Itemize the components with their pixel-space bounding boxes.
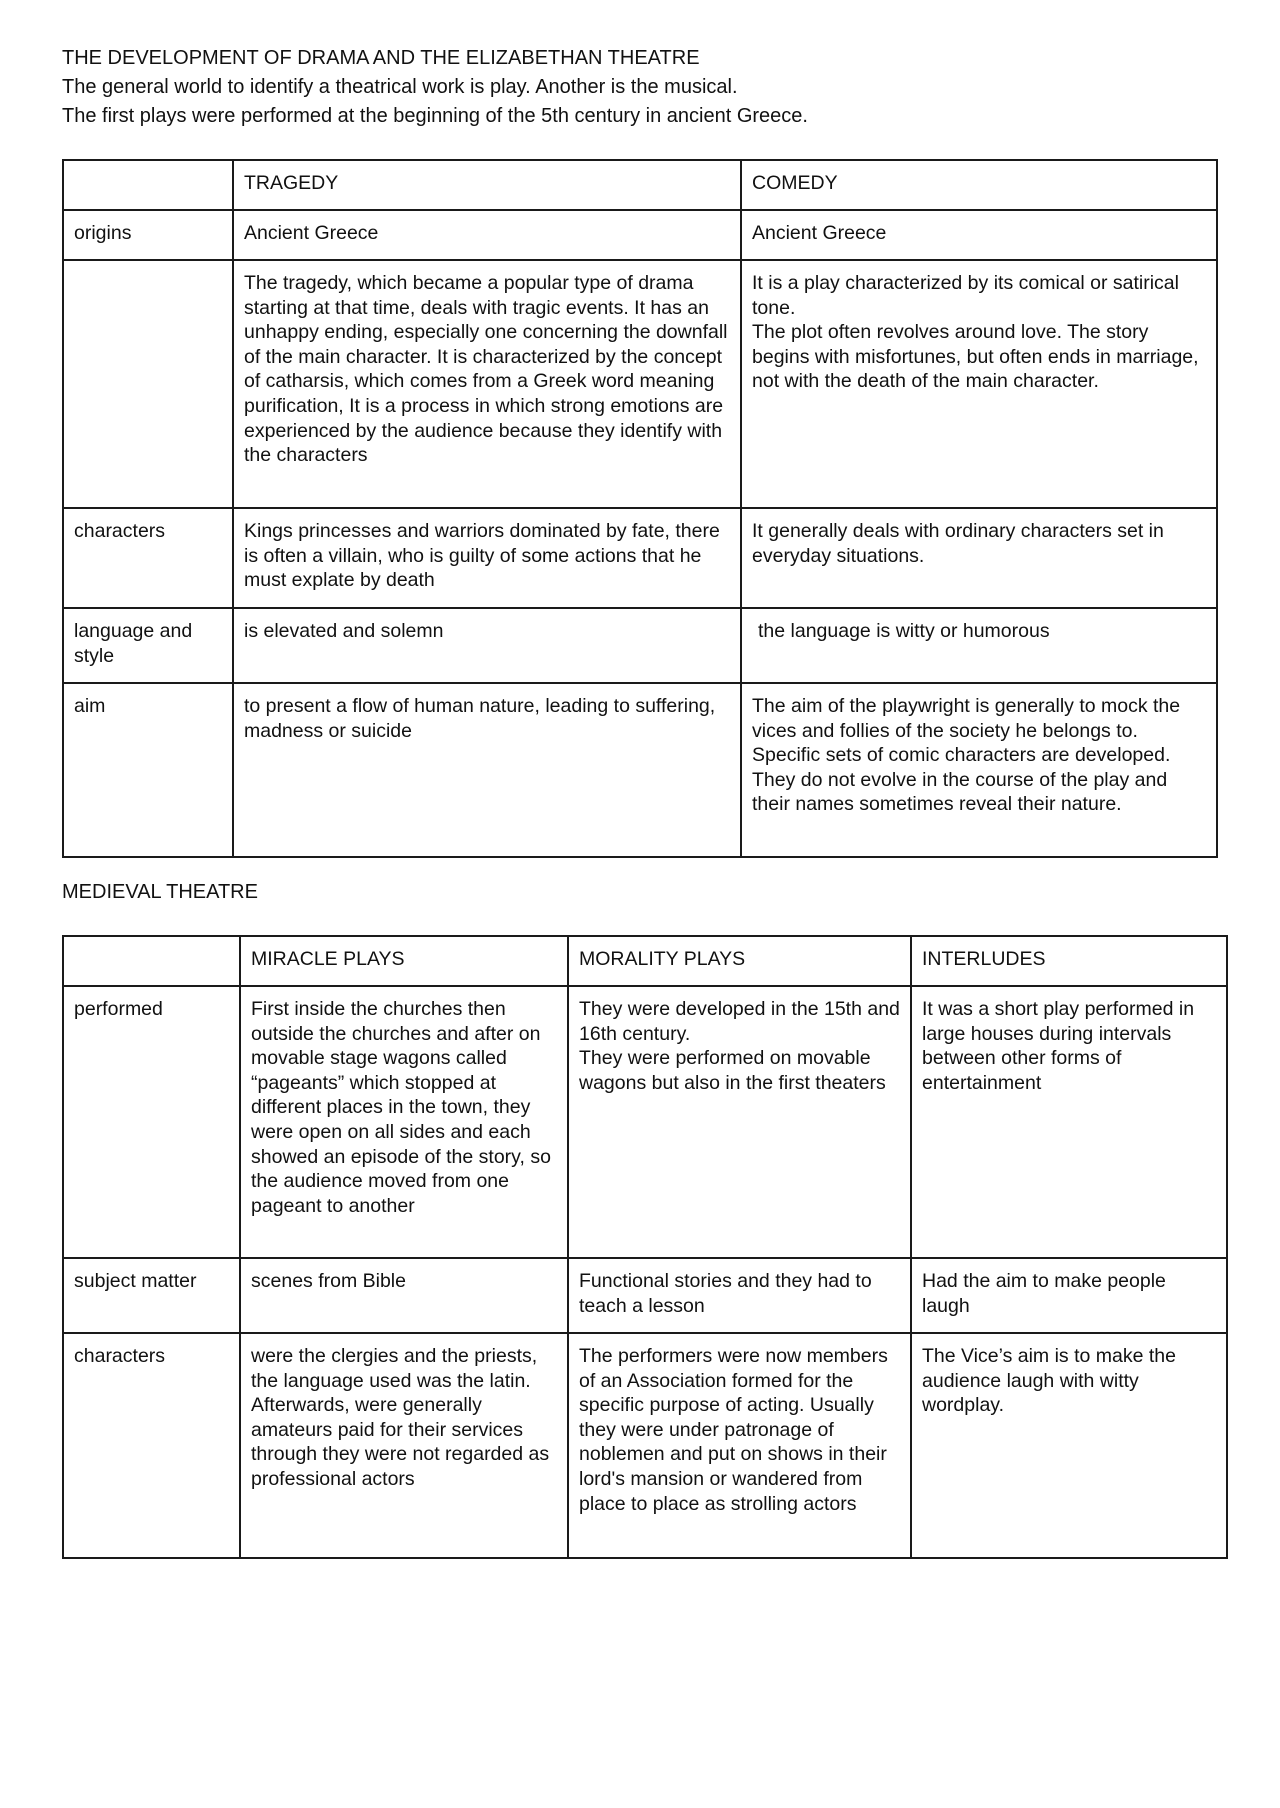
header-cell-miracle: MIRACLE PLAYS — [240, 936, 568, 986]
intro-block — [62, 44, 1222, 131]
header-cell-empty — [63, 936, 240, 986]
table-header-row — [63, 160, 1217, 210]
row-label: characters — [63, 1333, 240, 1558]
comedy-description: It is a play characterized by its comical or satirical tone. The plot often revolves around love. The story begins with misfortunes, but often ends in marriage, not with the death of the main character. — [741, 260, 1217, 508]
interludes-subject: Had the aim to make people laugh — [911, 1258, 1227, 1333]
tragedy-comedy-table — [62, 159, 1218, 858]
tragedy-origins: Ancient Greece — [233, 210, 741, 260]
miracle-subject: scenes from Bible — [240, 1258, 568, 1333]
intro-line-1: The general world to identify a theatrical work is play. Another is the musical. — [62, 76, 738, 98]
header-cell-comedy: COMEDY — [741, 160, 1217, 210]
table-row-language — [63, 608, 1217, 683]
table-row-aim — [63, 683, 1217, 857]
morality-performed: They were developed in the 15th and 16th century. They were performed on movable wagons but also in the first theaters — [568, 986, 911, 1258]
table-row-characters — [63, 508, 1217, 608]
interludes-characters: The Vice’s aim is to make the audience laugh with witty wordplay. — [911, 1333, 1227, 1558]
table-row-origins — [63, 210, 1217, 260]
table-header-row — [63, 936, 1227, 986]
row-label — [63, 260, 233, 508]
interludes-performed: It was a short play performed in large houses during intervals between other forms of entertainment — [911, 986, 1227, 1258]
row-label: origins — [63, 210, 233, 260]
comedy-language: the language is witty or humorous — [741, 608, 1217, 683]
morality-subject: Functional stories and they had to teach a lesson — [568, 1258, 911, 1333]
tragedy-language: is elevated and solemn — [233, 608, 741, 683]
tragedy-aim: to present a flow of human nature, leading to suffering, madness or suicide — [233, 683, 741, 857]
medieval-theatre-table — [62, 935, 1228, 1559]
header-cell-morality: MORALITY PLAYS — [568, 936, 911, 986]
row-label: performed — [63, 986, 240, 1258]
row-label: aim — [63, 683, 233, 857]
comedy-characters: It generally deals with ordinary characters set in everyday situations. — [741, 508, 1217, 608]
header-cell-interludes: INTERLUDES — [911, 936, 1227, 986]
table-row-description — [63, 260, 1217, 508]
morality-characters: The performers were now members of an Association formed for the specific purpose of acting. Usually they were under patronage of noblemen and put on shows in their lord's mansion or wandered from place to place as strolling actors — [568, 1333, 911, 1558]
miracle-performed: First inside the churches then outside the churches and after on movable stage wagons called “pageants” which stopped at different places in the town, they were open on all sides and each showed an episode of the story, so the audience moved from one pageant to another — [240, 986, 568, 1258]
document-title: THE DEVELOPMENT OF DRAMA AND THE ELIZABETHAN THEATRE — [62, 47, 700, 69]
row-label: characters — [63, 508, 233, 608]
table-row-subject-matter — [63, 1258, 1227, 1333]
header-cell-tragedy: TRAGEDY — [233, 160, 741, 210]
comedy-origins: Ancient Greece — [741, 210, 1217, 260]
intro-line-2: The first plays were performed at the beginning of the 5th century in ancient Greece. — [62, 105, 808, 127]
row-label: subject matter — [63, 1258, 240, 1333]
tragedy-characters: Kings princesses and warriors dominated by fate, there is often a villain, who is guilty of some actions that he must explate by death — [233, 508, 741, 608]
comedy-aim: The aim of the playwright is generally to mock the vices and follies of the society he belongs to. Specific sets of comic characters are developed. They do not evolve in the course of the play and their names sometimes reveal their nature. — [741, 683, 1217, 857]
section-title-medieval: MEDIEVAL THEATRE — [62, 881, 258, 903]
table-row-characters — [63, 1333, 1227, 1558]
table-row-performed — [63, 986, 1227, 1258]
row-label: language and style — [63, 608, 233, 683]
tragedy-description: The tragedy, which became a popular type of drama starting at that time, deals with tragic events. It has an unhappy ending, especially one concerning the downfall of the main character. It is characterized by the concept of catharsis, which comes from a Greek word meaning purification, It is a process in which strong emotions are experienced by the audience because they identify with the characters — [233, 260, 741, 508]
miracle-characters: were the clergies and the priests, the language used was the latin. Afterwards, were generally amateurs paid for their services through they were not regarded as professional actors — [240, 1333, 568, 1558]
header-cell-empty — [63, 160, 233, 210]
